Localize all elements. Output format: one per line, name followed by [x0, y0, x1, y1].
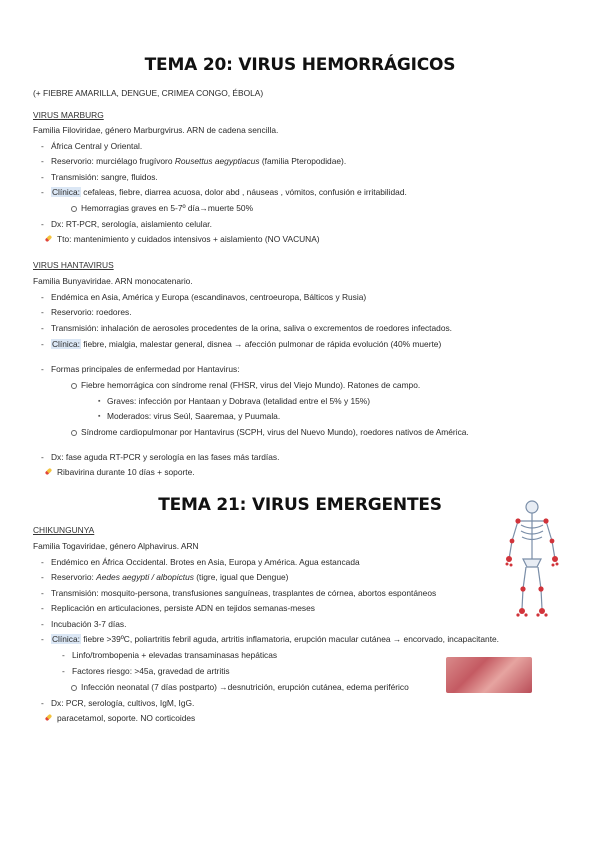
marburg-tto-text: Tto: mantenimiento y cuidados intensivos + aislamiento (NO VACUNA) [57, 234, 320, 244]
chik-dx: - Dx: PCR, serología, cultivos, IgM, IgG. [51, 698, 194, 709]
chik-incubation: - Incubación 3-7 días. [51, 619, 126, 630]
marburg-reservoir-prefix: Reservorio: murciélago frugívoro [51, 156, 175, 166]
hanta-clinica [51, 339, 441, 350]
tema20-title: TEMA 20: VIRUS HEMORRÁGICOS [144, 55, 456, 75]
chik-clinica [51, 634, 499, 645]
marburg-family: Familia Filoviridae, género Marburgvirus. ARN de cadena sencilla. [33, 125, 279, 135]
marburg-reservoir-species: Rousettus aegyptiacus [174, 156, 260, 166]
marburg-clinica [51, 187, 407, 198]
chik-tto-text: paracetamol, soporte. NO corticoides [57, 713, 196, 723]
chik-factores: - Factores riesgo: >45a, gravedad de artritis [72, 666, 230, 677]
hanta-tto [44, 467, 195, 478]
marburg-clinica-label: Clínica: [52, 187, 80, 197]
chik-reservoir-species: Aedes aegypti / albopictus [96, 572, 194, 582]
chik-clinica-text: fiebre >39ºC, poliartritis febril aguda, artritis inflamatoria, erupción macular cutánea → encorvado, incapacitante. [80, 634, 500, 644]
hanta-graves: ▪ Graves: infección por Hantaan y Dobrava (letalidad entre el 5% y 15%) [107, 396, 370, 407]
hanta-family: Familia Bunyaviridae. ARN monocatenario. [33, 276, 193, 286]
hanta-moderados: ▪ Moderados: virus Seúl, Saaremaa, y Puumala. [107, 411, 280, 422]
chik-reservoir-prefix: Reservorio: [51, 572, 97, 582]
hanta-reservoir: - Reservorio: roedores. [51, 307, 132, 318]
chik-linfo: - Linfo/trombopenia + elevadas transaminasas hepáticas [72, 650, 277, 661]
marburg-africa: - África Central y Oriental. [51, 141, 142, 152]
hanta-dx: - Dx: fase aguda RT-PCR y serología en las fases más tardías. [51, 452, 279, 463]
chik-heading: CHIKUNGUNYA [33, 525, 95, 535]
tema20-subtitle: (+ FIEBRE AMARILLA, DENGUE, CRIMEA CONGO, ÉBOLA) [33, 88, 264, 98]
pill-icon [44, 713, 53, 722]
hanta-clinica-label: Clínica: [52, 339, 80, 349]
marburg-reservoir-suffix: (familia Pteropodidae). [259, 156, 347, 166]
hanta-scph: Síndrome cardiopulmonar por Hantavirus (SCPH, virus del Nuevo Mundo), roedores nativos de América. [81, 427, 469, 437]
chik-family: Familia Togaviridae, género Alphavirus. ARN [33, 541, 199, 551]
chik-tto [44, 713, 195, 724]
marburg-reservoir [51, 156, 346, 167]
hanta-tto-text: Ribavirina durante 10 días + soporte. [57, 467, 195, 477]
hanta-heading: VIRUS HANTAVIRUS [33, 260, 114, 270]
hanta-transmission: - Transmisión: inhalación de aerosoles procedentes de la orina, saliva o excrementos de roedores infectados. [51, 323, 452, 334]
hanta-endemic: - Endémica en Asia, América y Europa (escandinavos, centroeuropa, Bálticos y Rusia) [51, 292, 366, 303]
chik-reservoir-suffix: (tigre, igual que Dengue) [193, 572, 289, 582]
chik-endemic: - Endémico en África Occidental. Brotes en Asia, Europa y América. Agua estancada [51, 557, 360, 568]
chik-replication: - Replicación en articulaciones, persiste ADN en tejidos semanas-meses [51, 603, 315, 614]
marburg-tto [44, 234, 320, 245]
tema21-title: TEMA 21: VIRUS EMERGENTES [158, 495, 442, 515]
skin-rash-photo [446, 657, 532, 693]
chik-reservoir [51, 572, 288, 583]
marburg-clinica-text: cefaleas, fiebre, diarrea acuosa, dolor abd , náuseas , vómitos, confusión e irritabilidad. [80, 187, 407, 197]
hanta-clinica-text: fiebre, mialgia, malestar general, disnea → afección pulmonar de rápida evolución (40% muerte) [80, 339, 442, 349]
marburg-heading: VIRUS MARBURG [33, 110, 104, 120]
hanta-fhsr: Fiebre hemorrágica con síndrome renal (FHSR, virus del Viejo Mundo). Ratones de campo. [81, 380, 421, 390]
chik-neonatal: Infección neonatal (7 días postparto) →desnutrición, erupción cutánea, edema periférico [81, 682, 409, 692]
marburg-dx: - Dx: RT-PCR, serología, aislamiento celular. [51, 219, 212, 230]
pill-icon [44, 234, 53, 243]
marburg-transmission: - Transmisión: sangre, fluidos. [51, 172, 158, 183]
hanta-formas: - Formas principales de enfermedad por Hantavirus: [51, 364, 240, 375]
pill-icon [44, 467, 53, 476]
chik-clinica-label: Clínica: [52, 634, 80, 644]
marburg-hemorragias: Hemorragias graves en 5-7º día→muerte 50% [81, 203, 254, 213]
skeleton-joints-illustration [503, 497, 561, 621]
chik-transmission: - Transmisión: mosquito-persona, transfusiones sanguíneas, trasplantes de córnea, abortos espontáneos [51, 588, 436, 599]
